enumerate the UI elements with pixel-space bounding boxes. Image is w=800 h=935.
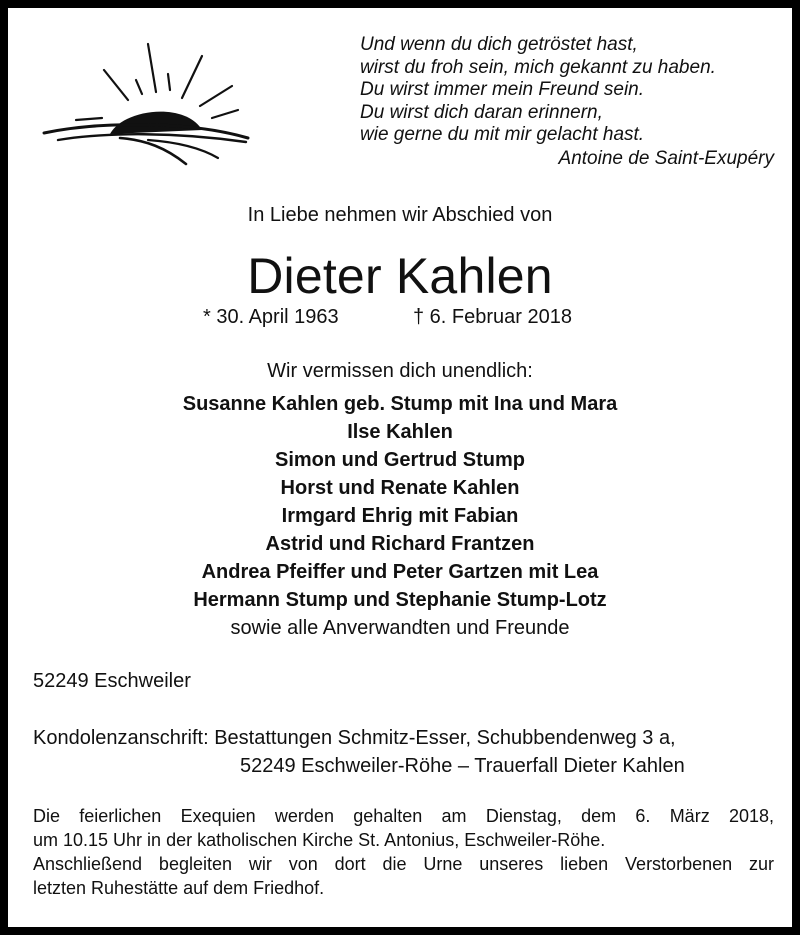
mourner-entry: Astrid und Richard Frantzen [265, 533, 535, 555]
poem-line: wirst du froh sein, mich gekannt zu haben. [360, 56, 716, 78]
death-date: † 6. Februar 2018 [413, 306, 572, 328]
obituary-card [8, 8, 792, 927]
mourner-entry: Susanne Kahlen geb. Stump mit Ina und Mara [182, 393, 618, 415]
deceased-name: Dieter Kahlen [247, 248, 553, 304]
condolence-line: 52249 Eschweiler-Röhe – Trauerfall Dieter Kahlen [240, 755, 685, 777]
mourner-entry: Ilse Kahlen [347, 421, 453, 443]
mourner-entry: Andrea Pfeiffer und Peter Gartzen mit Lea [201, 561, 599, 583]
poem-line: Du wirst immer mein Freund sein. [360, 79, 645, 100]
condolence-address [33, 724, 773, 780]
intro-text: In Liebe nehmen wir Abschied von [247, 204, 553, 226]
sunrise-illustration [36, 36, 256, 166]
mourner-entry: Horst und Renate Kahlen [280, 477, 520, 499]
funeral-line: Die feierlichen Exequien werden gehalten am Dienstag, dem 6. März 2018, [33, 806, 774, 826]
poem [360, 34, 780, 170]
mourner-entry: Irmgard Ehrig mit Fabian [281, 505, 519, 527]
poem-line: Du wirst dich daran erinnern, [360, 101, 603, 123]
mourner-entry: Hermann Stump und Stephanie Stump-Lotz [193, 589, 607, 611]
poem-line: wie gerne du mit mir gelacht hast. [360, 124, 645, 145]
city-line: 52249 Eschweiler [33, 670, 191, 692]
poem-author: Antoine de Saint-Exupéry [558, 147, 774, 169]
mourner-entry: Simon und Gertrud Stump [275, 449, 525, 471]
funeral-details [33, 804, 774, 900]
funeral-line: um 10.15 Uhr in der katholischen Kirche St. Antonius, Eschweiler-Röhe. [33, 830, 606, 850]
miss-text: Wir vermissen dich unendlich: [267, 360, 533, 382]
poem-line: Und wenn du dich getröstet hast, [360, 34, 638, 55]
funeral-line: Anschließend begleiten wir von dort die Urne unseres lieben Verstorbenen zur [33, 854, 774, 874]
relatives-note: sowie alle Anverwandten und Freunde [230, 617, 570, 639]
funeral-line: letzten Ruhestätte auf dem Friedhof. [33, 878, 325, 898]
mourners-list [8, 390, 792, 642]
condolence-line: Kondolenzanschrift: Bestattungen Schmitz-Esser, Schubbendenweg 3 a, [33, 727, 676, 749]
birth-date: * 30. April 1963 [203, 306, 339, 328]
